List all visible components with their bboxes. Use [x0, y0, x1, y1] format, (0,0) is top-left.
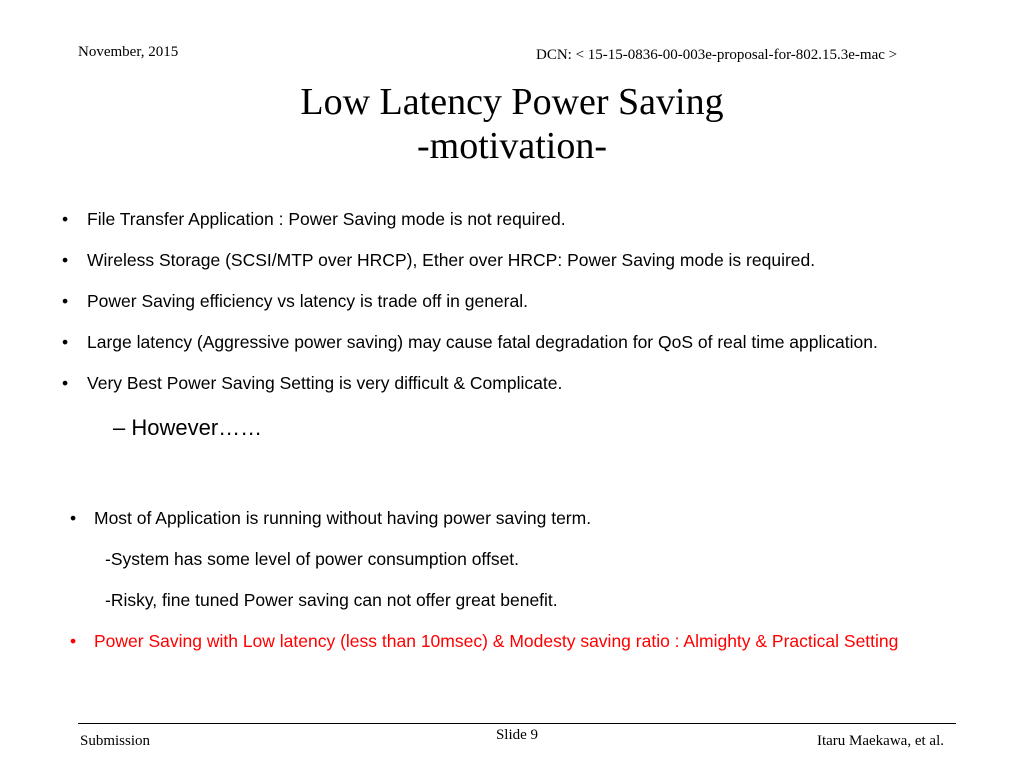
- header-date: November, 2015: [78, 44, 179, 60]
- slide-title: [0, 80, 1024, 168]
- bullet-dot: •: [62, 209, 69, 229]
- red-bullet-item: [70, 629, 970, 653]
- sub-line: -Risky, fine tuned Power saving can not offer great benefit.: [105, 590, 558, 610]
- bullet-dot: •: [62, 250, 69, 270]
- bullet-text: Large latency (Aggressive power saving) may cause fatal degradation for QoS of real time application.: [87, 332, 878, 352]
- bullet-dot: •: [62, 332, 69, 352]
- bullet-text: Wireless Storage (SCSI/MTP over HRCP), Ether over HRCP: Power Saving mode is required.: [87, 250, 816, 270]
- slide-title-line1: Low Latency Power Saving: [300, 81, 724, 123]
- bullet-dot: •: [62, 291, 69, 311]
- footer-author: Itaru Maekawa, et al.: [816, 733, 944, 749]
- slide-title-line2: -motivation-: [417, 125, 607, 167]
- bullet-text: Most of Application is running without having power saving term.: [94, 508, 592, 528]
- bullet-dot: •: [70, 508, 77, 528]
- slide-number: Slide 9: [495, 727, 539, 743]
- sub-line: -System has some level of power consumption offset.: [105, 549, 520, 569]
- bullet-text: Very Best Power Saving Setting is very difficult & Complicate.: [87, 373, 563, 393]
- dash-subitem: – However……: [113, 415, 263, 440]
- bullet-text: Power Saving efficiency vs latency is trade off in general.: [87, 291, 528, 311]
- bullet-dot: •: [70, 631, 77, 651]
- bullet-dot: •: [62, 373, 69, 393]
- bullet-text: File Transfer Application : Power Saving mode is not required.: [87, 209, 566, 229]
- footer-left: Submission: [80, 733, 151, 749]
- red-bullet-text: Power Saving with Low latency (less than 10msec) & Modesty saving ratio : Almighty & Practical Setting: [94, 631, 899, 651]
- footer-divider: [78, 723, 956, 724]
- header-dcn: DCN: < 15-15-0836-00-003e-proposal-for-802.15.3e-mac >: [536, 47, 898, 63]
